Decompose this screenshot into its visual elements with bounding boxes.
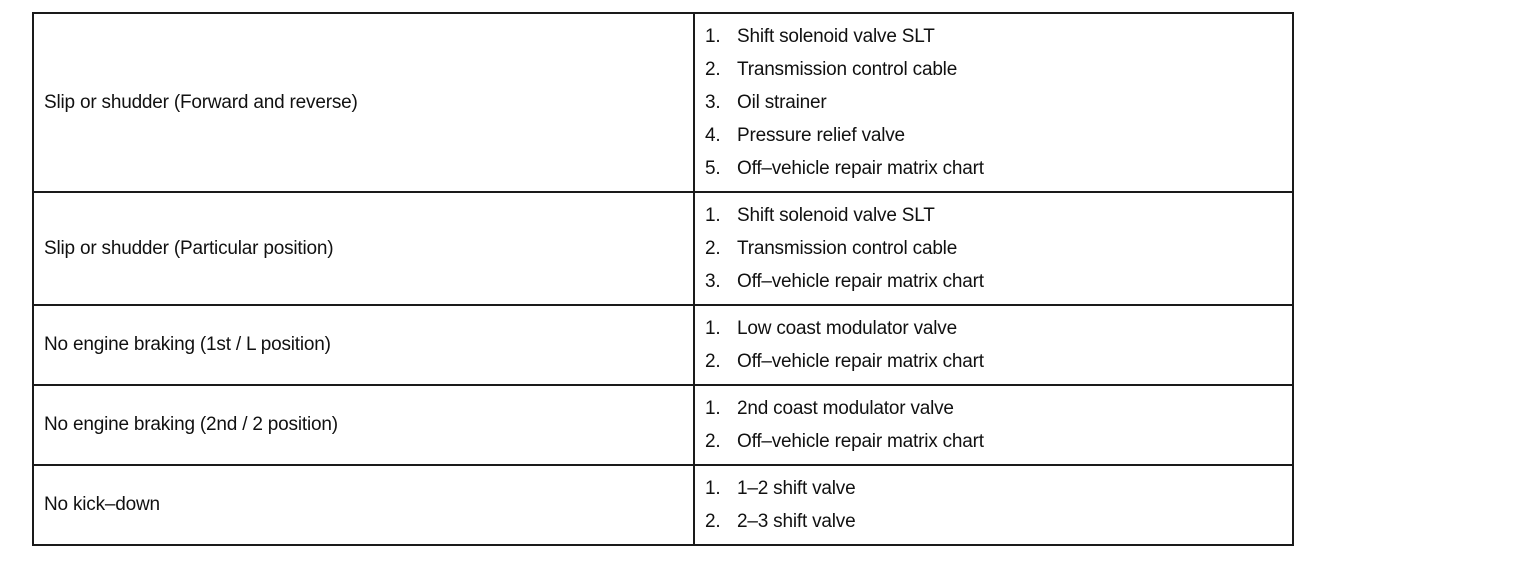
list-item <box>705 232 1292 265</box>
list-item <box>705 345 1292 378</box>
item-number: 2. <box>705 511 721 532</box>
table-row <box>34 14 1292 191</box>
list-item <box>705 312 1292 345</box>
symptom-cell: Slip or shudder (Forward and reverse) <box>34 14 695 191</box>
symptom-cell: Slip or shudder (Particular position) <box>34 193 695 304</box>
table-row <box>34 191 1292 304</box>
item-text: 1–2 shift valve <box>737 478 856 499</box>
item-number: 5. <box>705 158 721 179</box>
list-item <box>705 392 1292 425</box>
cause-list <box>695 193 1292 304</box>
item-text: Low coast modulator valve <box>737 318 957 339</box>
item-number: 1. <box>705 205 721 226</box>
list-item <box>705 472 1292 505</box>
list-item <box>705 86 1292 119</box>
list-item <box>705 425 1292 458</box>
item-text: Transmission control cable <box>737 238 958 259</box>
list-item <box>705 505 1292 538</box>
item-text: Shift solenoid valve SLT <box>737 205 935 226</box>
item-text: Pressure relief valve <box>737 125 905 146</box>
item-text: Shift solenoid valve SLT <box>737 26 935 47</box>
item-number: 1. <box>705 26 721 47</box>
item-number: 4. <box>705 125 721 146</box>
item-number: 1. <box>705 398 721 419</box>
cause-list <box>695 14 1292 191</box>
item-text: Off–vehicle repair matrix chart <box>737 351 984 372</box>
symptom-cell: No kick–down <box>34 466 695 544</box>
item-text: Off–vehicle repair matrix chart <box>737 158 984 179</box>
item-number: 2. <box>705 351 721 372</box>
symptom-cell: No engine braking (2nd / 2 position) <box>34 386 695 464</box>
item-number: 1. <box>705 478 721 499</box>
item-number: 2. <box>705 431 721 452</box>
list-item <box>705 119 1292 152</box>
list-item <box>705 199 1292 232</box>
list-item <box>705 53 1292 86</box>
table-row <box>34 464 1292 544</box>
item-text: 2–3 shift valve <box>737 511 856 532</box>
list-item <box>705 265 1292 298</box>
item-text: Off–vehicle repair matrix chart <box>737 271 984 292</box>
cause-list <box>695 306 1292 384</box>
item-number: 2. <box>705 238 721 259</box>
item-text: Oil strainer <box>737 92 827 113</box>
cause-list <box>695 466 1292 544</box>
item-number: 3. <box>705 271 721 292</box>
cause-list <box>695 386 1292 464</box>
item-number: 1. <box>705 318 721 339</box>
item-text: Transmission control cable <box>737 59 958 80</box>
item-number: 2. <box>705 59 721 80</box>
item-text: Off–vehicle repair matrix chart <box>737 431 984 452</box>
table-row <box>34 304 1292 384</box>
troubleshooting-table <box>32 12 1294 546</box>
list-item <box>705 152 1292 185</box>
list-item <box>705 20 1292 53</box>
symptom-cell: No engine braking (1st / L position) <box>34 306 695 384</box>
item-text: 2nd coast modulator valve <box>737 398 954 419</box>
table-row <box>34 384 1292 464</box>
item-number: 3. <box>705 92 721 113</box>
